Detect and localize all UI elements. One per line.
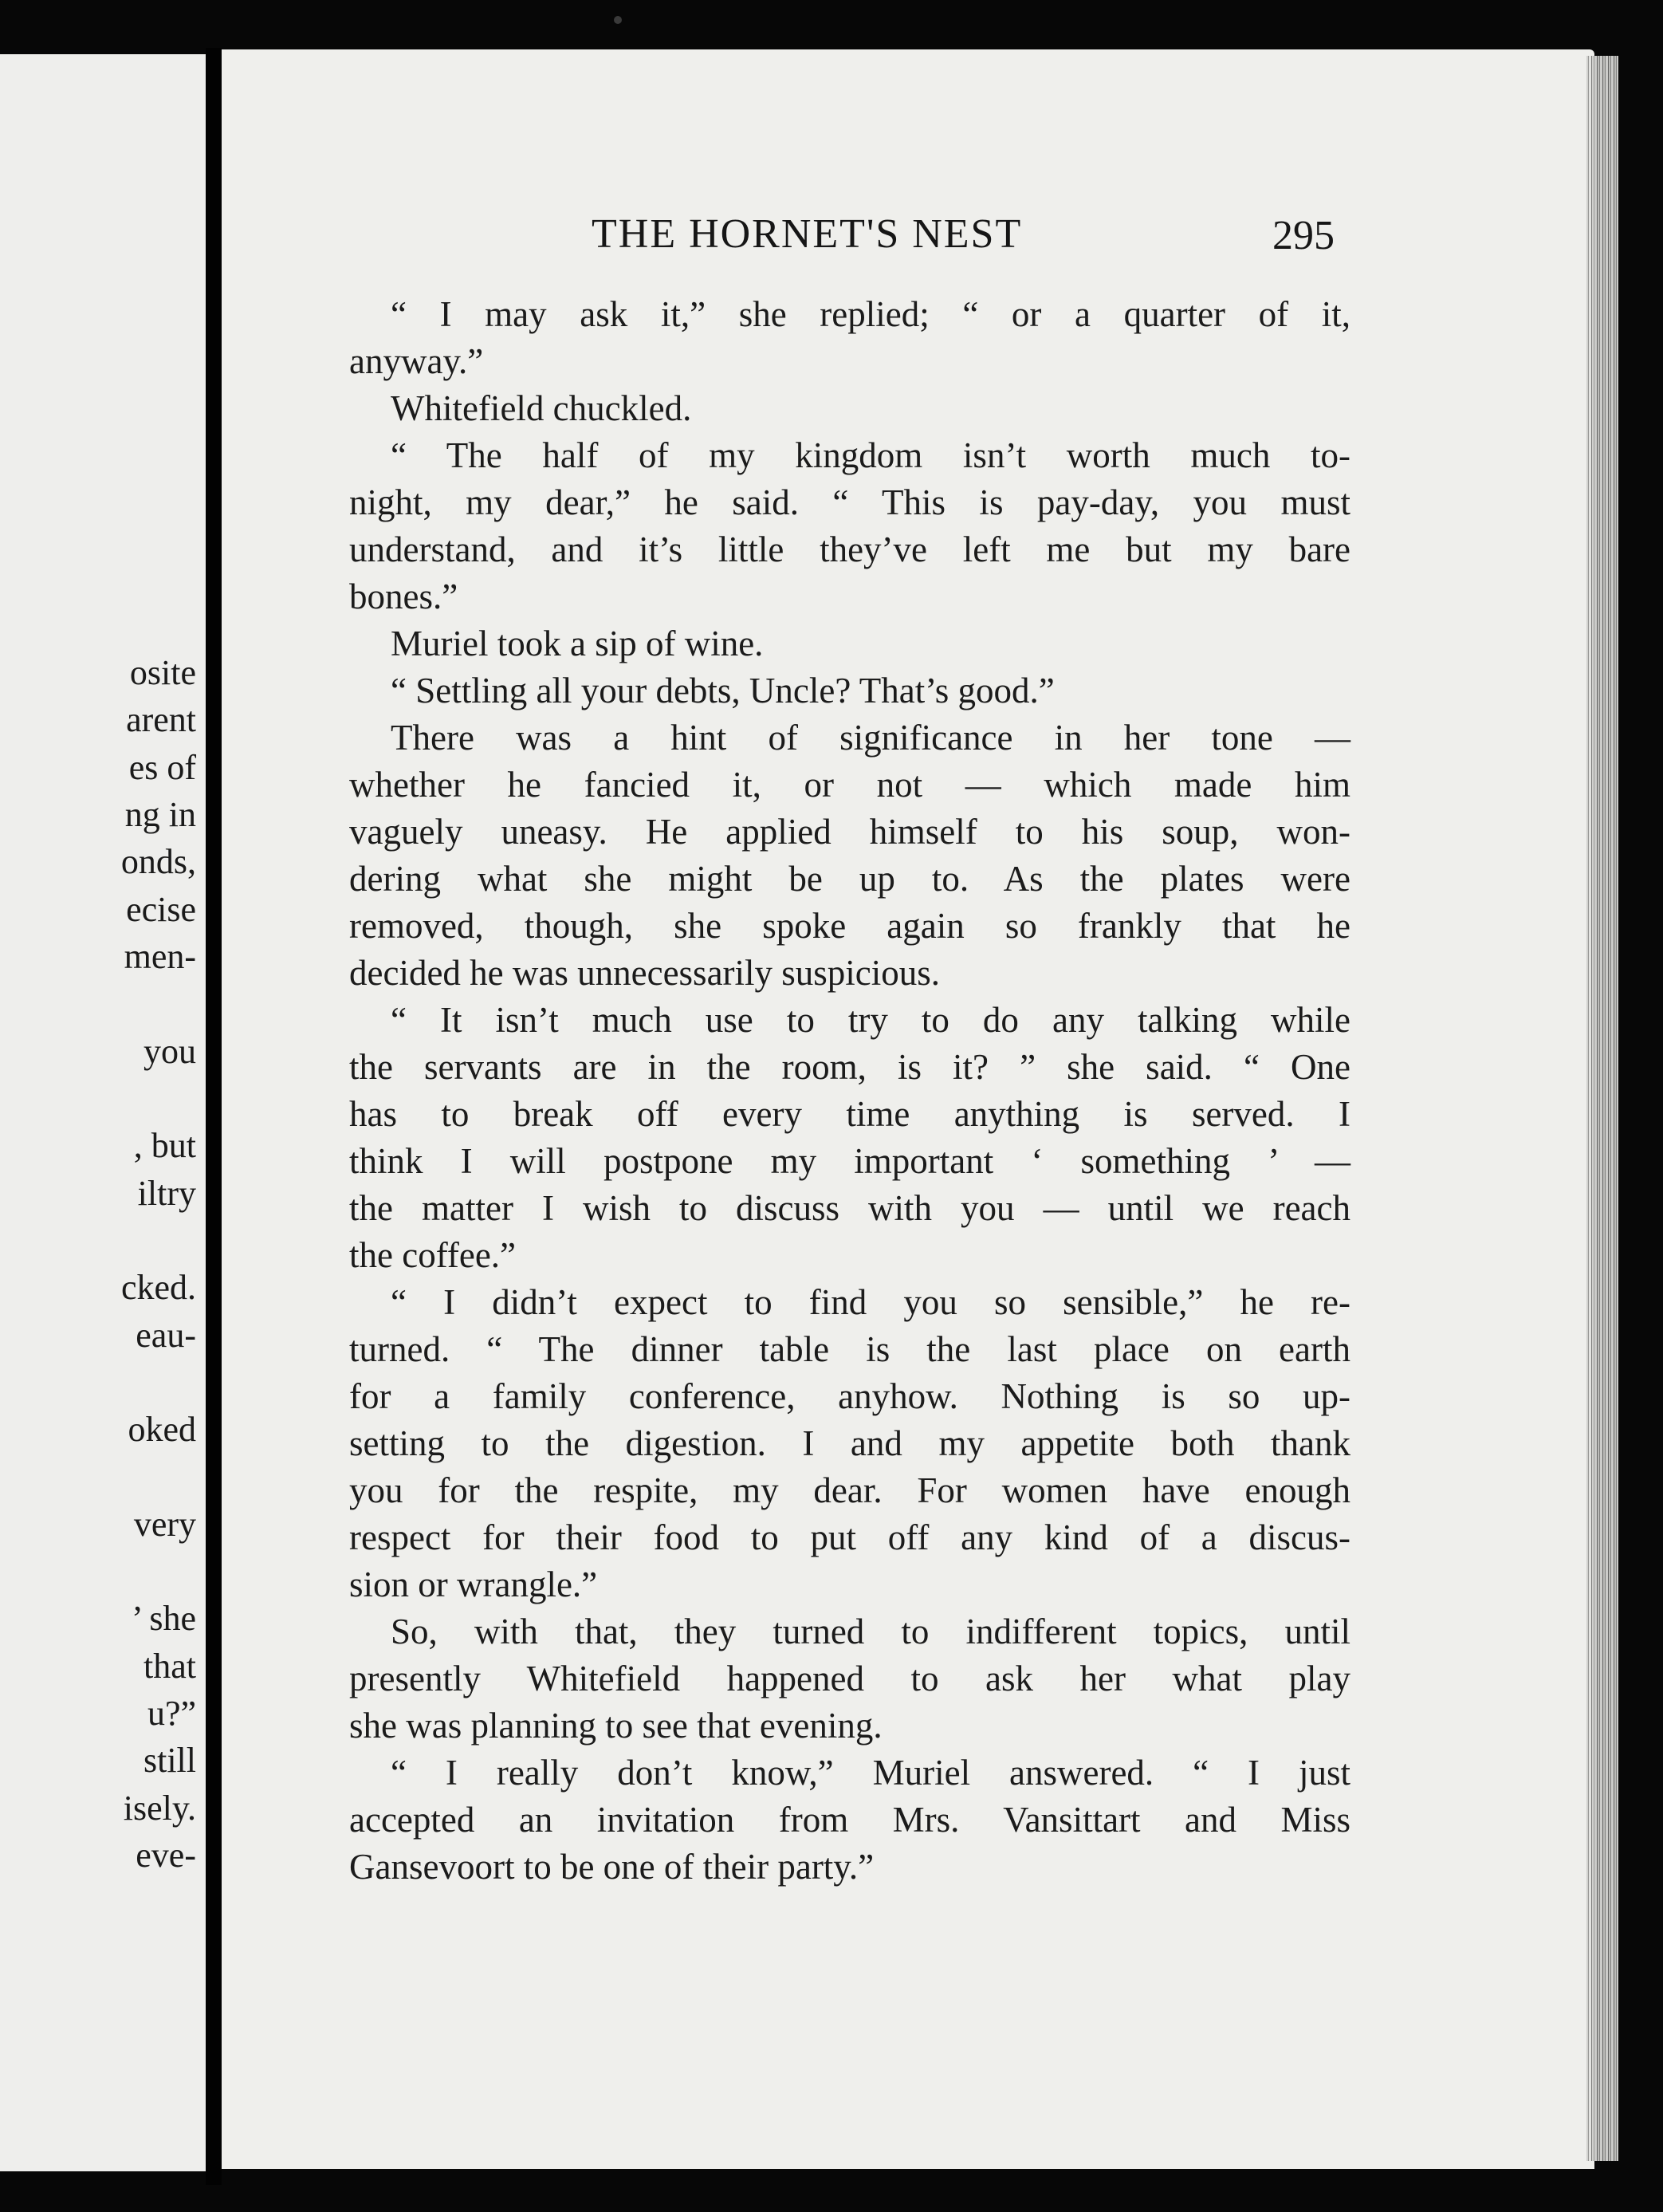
text-line: sion or wrangle.” bbox=[349, 1565, 598, 1604]
left-fragment-line: iltry bbox=[137, 1174, 196, 1213]
text-line: night, my dear,” he said. “ This is pay-day, you must bbox=[349, 482, 1350, 522]
text-line: Muriel took a sip of wine. bbox=[391, 624, 764, 663]
left-fragment-line: cked. bbox=[120, 1268, 196, 1307]
text-line: vaguely uneasy. He applied himself to his soup, won- bbox=[349, 812, 1350, 852]
text-line: “ It isn’t much use to try to do any talking while bbox=[391, 1000, 1350, 1040]
left-fragment-line: arent bbox=[126, 700, 196, 739]
facing-page-fragment bbox=[0, 54, 206, 2171]
text-line: for a family conference, anyhow. Nothing is so up- bbox=[349, 1376, 1350, 1416]
left-fragment-line: men- bbox=[124, 937, 196, 976]
left-fragment-line: osite bbox=[129, 653, 196, 692]
book-gutter bbox=[206, 48, 222, 2185]
left-fragment-line: still bbox=[143, 1741, 196, 1780]
text-line: whether he fancied it, or not — which made him bbox=[349, 765, 1350, 805]
left-fragment-line: that bbox=[143, 1647, 196, 1686]
left-fragment-line: eve- bbox=[136, 1836, 196, 1875]
text-line: decided he was unnecessarily suspicious. bbox=[349, 953, 941, 993]
text-line: the matter I wish to discuss with you — until we reach bbox=[349, 1188, 1350, 1228]
text-line: “ The half of my kingdom isn’t worth much to- bbox=[391, 435, 1350, 475]
text-line: respect for their food to put off any kind of a discus- bbox=[349, 1517, 1350, 1557]
left-fragment-line: very bbox=[133, 1505, 196, 1544]
page-edge-stack bbox=[1586, 56, 1618, 2161]
dust-speck bbox=[614, 16, 622, 24]
text-line: has to break off every time anything is served. I bbox=[349, 1094, 1350, 1134]
text-line: the coffee.” bbox=[349, 1235, 517, 1275]
left-fragment-line: , but bbox=[133, 1126, 196, 1165]
text-line: you for the respite, my dear. For women have enough bbox=[349, 1470, 1350, 1510]
left-fragment-line: u?” bbox=[147, 1694, 196, 1733]
text-line: “ Settling all your debts, Uncle? That’s good.” bbox=[391, 671, 1055, 710]
text-line: bones.” bbox=[349, 577, 458, 616]
text-line: the servants are in the room, is it? ” she said. “ One bbox=[349, 1047, 1350, 1087]
left-fragment-line: you bbox=[143, 1032, 196, 1071]
left-fragment-line: isely. bbox=[123, 1789, 196, 1828]
left-fragment-line: ’ she bbox=[131, 1599, 196, 1638]
running-title: THE HORNET'S NEST bbox=[592, 211, 1023, 257]
page-number: 295 bbox=[1272, 213, 1335, 258]
text-line: removed, though, she spoke again so frankly that he bbox=[349, 906, 1350, 946]
text-line: dering what she might be up to. As the plates were bbox=[349, 859, 1350, 899]
text-line: Whitefield chuckled. bbox=[391, 388, 692, 428]
text-line: turned. “ The dinner table is the last place on earth bbox=[349, 1329, 1350, 1369]
text-line: presently Whitefield happened to ask her what play bbox=[349, 1659, 1350, 1698]
text-line: anyway.” bbox=[349, 341, 484, 381]
text-line: understand, and it’s little they’ve left me but my bare bbox=[349, 529, 1350, 569]
left-fragment-line: oked bbox=[128, 1410, 196, 1449]
left-fragment-line: es of bbox=[128, 748, 196, 787]
text-line: Gansevoort to be one of their party.” bbox=[349, 1847, 875, 1887]
text-line: accepted an invitation from Mrs. Vansittart and Miss bbox=[349, 1800, 1350, 1840]
text-line: There was a hint of significance in her tone — bbox=[391, 718, 1350, 758]
text-line: “ I really don’t know,” Muriel answered. “ I just bbox=[391, 1753, 1350, 1793]
text-line: So, with that, they turned to indifferent topics, until bbox=[391, 1612, 1350, 1651]
left-fragment-line: ng in bbox=[124, 795, 196, 834]
text-line: setting to the digestion. I and my appetite both thank bbox=[349, 1423, 1350, 1463]
left-fragment-line: onds, bbox=[120, 842, 196, 881]
text-line: think I will postpone my important ‘ something ’ — bbox=[349, 1141, 1350, 1181]
text-line: she was planning to see that evening. bbox=[349, 1706, 883, 1746]
text-line: “ I didn’t expect to find you so sensible,” he re- bbox=[391, 1282, 1350, 1322]
text-line: “ I may ask it,” she replied; “ or a quarter of it, bbox=[391, 294, 1350, 334]
left-fragment-line: eau- bbox=[136, 1316, 196, 1355]
left-fragment-line: ecise bbox=[126, 890, 196, 929]
